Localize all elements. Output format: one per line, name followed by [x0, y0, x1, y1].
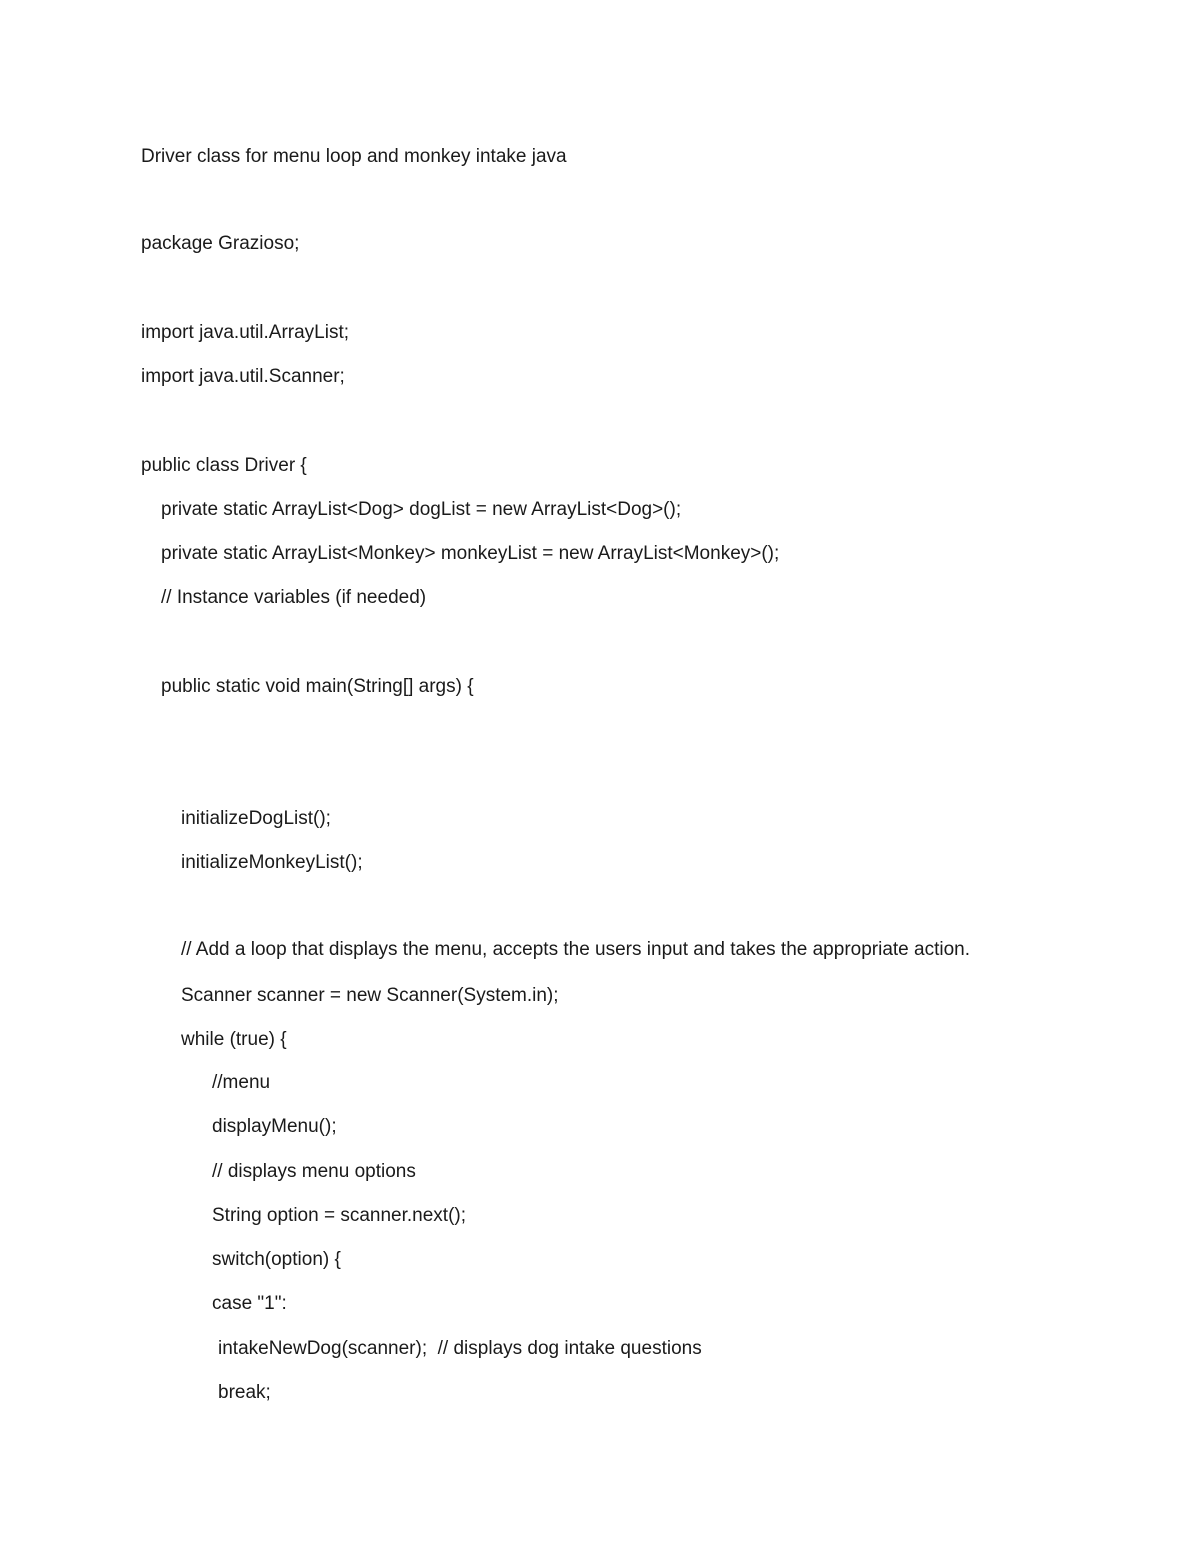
- code-line: intakeNewDog(scanner); // displays dog intake questions: [218, 1338, 702, 1359]
- code-line: break;: [218, 1382, 271, 1403]
- code-line: Scanner scanner = new Scanner(System.in);: [181, 985, 559, 1006]
- code-line: case "1":: [212, 1293, 287, 1314]
- code-line: private static ArrayList<Dog> dogList = new ArrayList<Dog>();: [161, 499, 682, 520]
- code-line: while (true) {: [181, 1029, 287, 1050]
- code-line: import java.util.ArrayList;: [141, 322, 350, 343]
- document-title: Driver class for menu loop and monkey intake java: [141, 146, 567, 167]
- code-line: String option = scanner.next();: [212, 1205, 467, 1226]
- code-line: package Grazioso;: [141, 233, 300, 254]
- code-comment: // Instance variables (if needed): [161, 587, 427, 608]
- code-line: public static void main(String[] args) {: [161, 676, 474, 697]
- code-line: switch(option) {: [212, 1249, 341, 1270]
- code-line: initializeMonkeyList();: [181, 852, 363, 873]
- code-line: import java.util.Scanner;: [141, 366, 345, 387]
- code-line: displayMenu();: [212, 1116, 337, 1137]
- code-comment: //menu: [212, 1072, 271, 1093]
- code-line: public class Driver {: [141, 455, 307, 476]
- code-line: private static ArrayList<Monkey> monkeyList = new ArrayList<Monkey>();: [161, 543, 780, 564]
- code-comment: // displays menu options: [212, 1161, 416, 1182]
- code-line: initializeDogList();: [181, 808, 331, 829]
- code-comment: // Add a loop that displays the menu, accepts the users input and takes the appropriate action.: [181, 939, 971, 960]
